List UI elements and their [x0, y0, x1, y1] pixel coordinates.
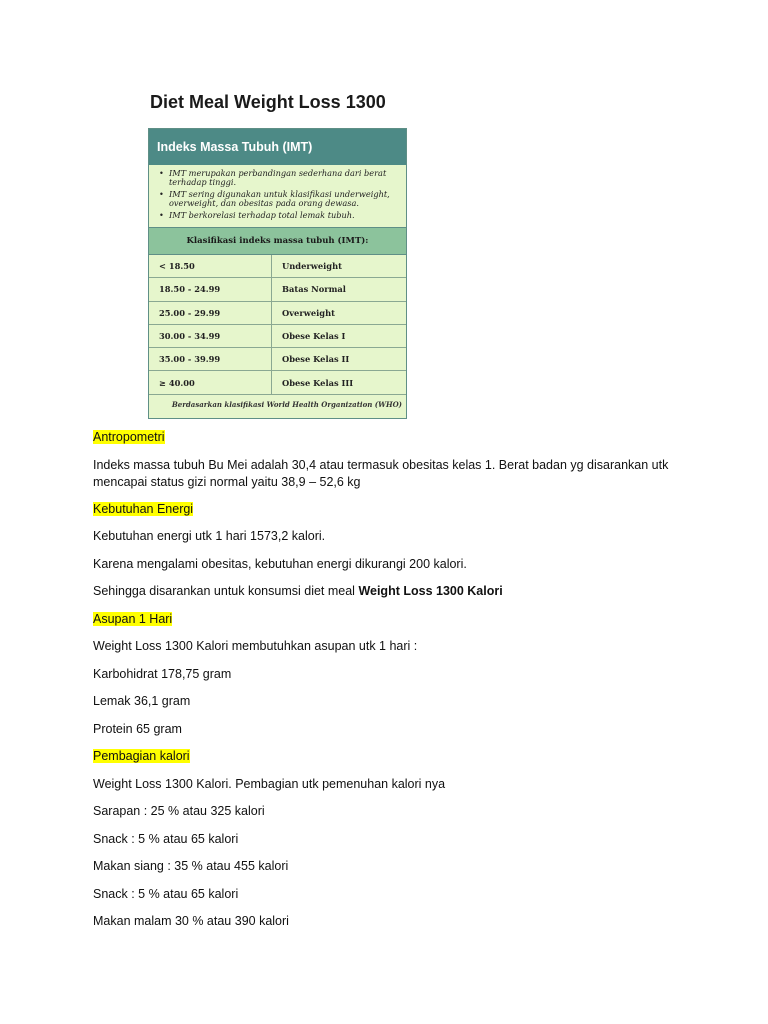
table-row [149, 348, 406, 371]
section-heading-energi: Kebutuhan Energi [93, 501, 194, 516]
table-row [149, 255, 406, 278]
imt-class: Underweight [272, 255, 407, 278]
antropometri-text: Indeks massa tubuh Bu Mei adalah 30,4 atau termasuk obesitas kelas 1. Berat badan yg disarankan utk mencapai status gizi normal yaitu 38,9 – 52,6 kg [93, 457, 669, 489]
imt-table [149, 255, 406, 395]
imt-header: Indeks Massa Tubuh (IMT) [149, 129, 406, 165]
section-heading-asupan: Asupan 1 Hari [93, 611, 173, 626]
imt-classification-figure [148, 128, 407, 419]
table-row [149, 301, 406, 324]
imt-table-title: Klasifikasi indeks massa tubuh (IMT): [149, 227, 406, 255]
imt-range: < 18.50 [149, 255, 272, 278]
asupan-intro: Weight Loss 1300 Kalori membutuhkan asupan utk 1 hari : [93, 639, 418, 653]
list-item: Sarapan : 25 % atau 325 kalori [93, 804, 265, 818]
imt-bullet: • IMT merupakan perbandingan sederhana dari berat terhadap tinggi. [159, 169, 400, 187]
table-row [149, 371, 406, 394]
list-item: Protein 65 gram [93, 721, 182, 736]
pembagian-intro: Weight Loss 1300 Kalori. Pembagian utk pemenuhan kalori nya [93, 776, 446, 791]
imt-source-note: Berdasarkan klasifikasi World Health Organization (WHO) [171, 400, 402, 409]
imt-bullet-list [149, 165, 406, 227]
list-item: Snack : 5 % atau 65 kalori [93, 886, 239, 901]
list-item: Karbohidrat 178,75 gram [93, 666, 232, 681]
energi-line-3: Sehingga disarankan untuk konsumsi diet meal Weight Loss 1300 Kalori [93, 584, 503, 598]
imt-class: Obese Kelas II [272, 348, 407, 371]
energi-line-2: Karena mengalami obesitas, kebutuhan energi dikurangi 200 kalori. [93, 556, 467, 571]
list-item: Snack : 5 % atau 65 kalori [93, 831, 239, 846]
list-item: Makan malam 30 % atau 390 kalori [93, 914, 289, 928]
section-heading-antropometri: Antropometri [93, 430, 165, 444]
imt-bullet: • IMT sering digunakan untuk klasifikasi underweight, overweight, dan obesitas pada orang dewasa. [159, 190, 400, 208]
imt-range: 30.00 - 34.99 [149, 324, 272, 347]
table-row [149, 278, 406, 301]
imt-class: Batas Normal [272, 278, 407, 301]
table-row [149, 324, 406, 347]
imt-range: 25.00 - 29.99 [149, 301, 272, 324]
list-item: Lemak 36,1 gram [93, 694, 191, 708]
imt-range: 18.50 - 24.99 [149, 278, 272, 301]
imt-range: 35.00 - 39.99 [149, 348, 272, 371]
document-body [93, 429, 713, 941]
page-title: Diet Meal Weight Loss 1300 [150, 92, 386, 112]
imt-class: Obese Kelas III [272, 371, 407, 394]
imt-bullet: • IMT berkorelasi terhadap total lemak tubuh. [159, 211, 400, 220]
section-heading-pembagian: Pembagian kalori [93, 749, 190, 763]
list-item: Makan siang : 35 % atau 455 kalori [93, 859, 289, 873]
imt-class: Obese Kelas I [272, 324, 407, 347]
imt-class: Overweight [272, 301, 407, 324]
energi-line-1: Kebutuhan energi utk 1 hari 1573,2 kalori. [93, 529, 326, 543]
imt-range: ≥ 40.00 [149, 371, 272, 394]
